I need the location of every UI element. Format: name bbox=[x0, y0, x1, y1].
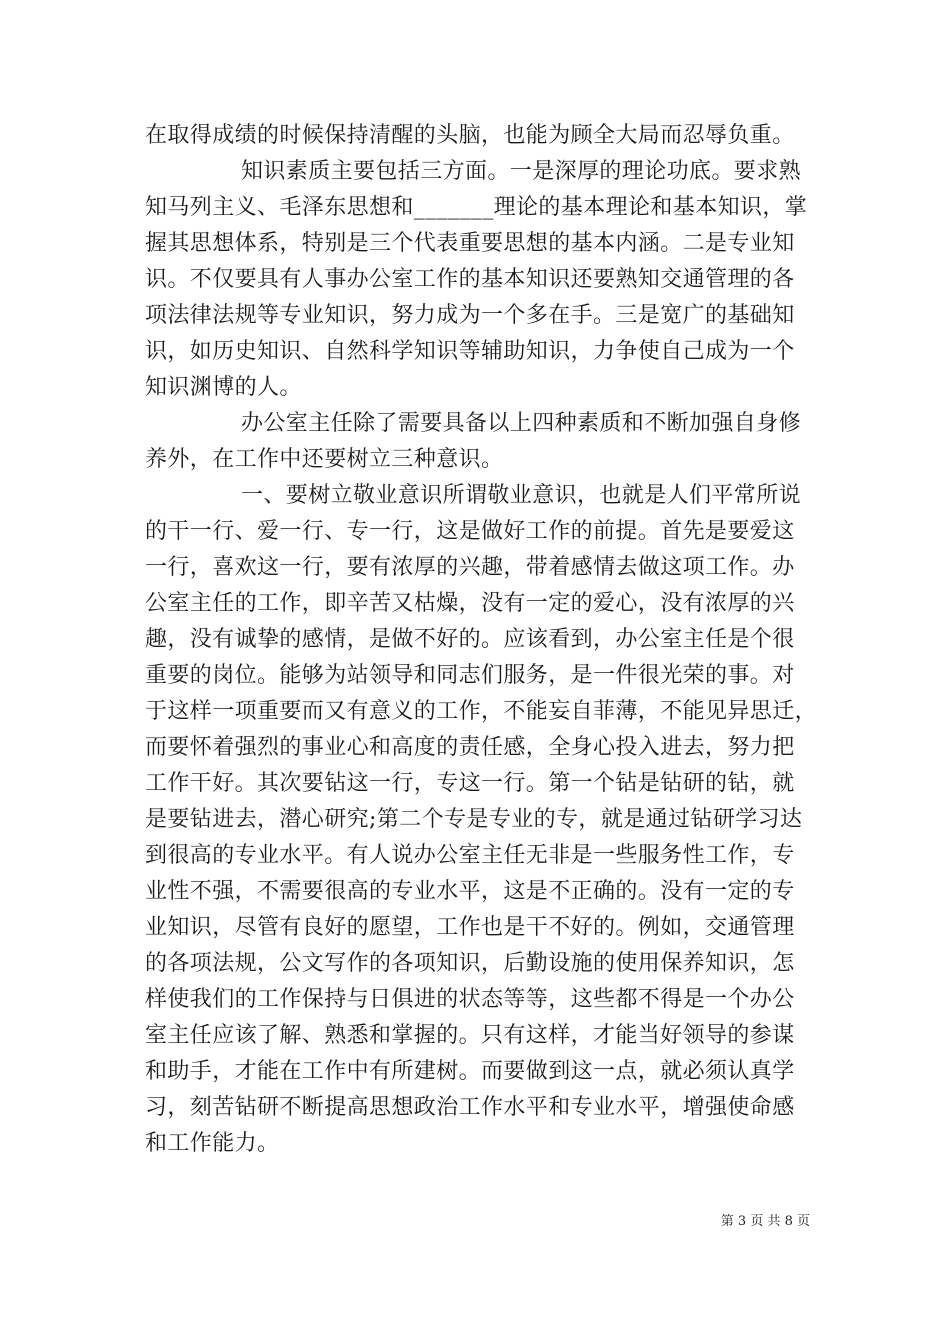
page-number-footer: 第 3 页 共 8 页 bbox=[720, 1214, 810, 1229]
text-line: 和助手，才能在工作中有所建树。而要做到这一点，就必须认真学 bbox=[145, 1059, 795, 1084]
text-line: 公室主任的工作，即辛苦又枯燥，没有一定的爱心，没有浓厚的兴 bbox=[145, 591, 795, 616]
paragraph-start-line: 办公室主任除了需要具备以上四种素质和不断加强自身修 bbox=[241, 411, 802, 436]
text-line: 样使我们的工作保持与日俱进的状态等等，这些都不得是一个办公 bbox=[145, 987, 795, 1012]
text-line: 于这样一项重要而又有意义的工作，不能妄自菲薄，不能见异思迁， bbox=[145, 699, 818, 724]
document-body bbox=[145, 118, 825, 1162]
text-line: 项法律法规等专业知识，努力成为一个多在手。三是宽广的基础知 bbox=[145, 303, 795, 328]
text-line: 业性不强，不需要很高的专业水平，这是不正确的。没有一定的专 bbox=[145, 879, 795, 904]
text-line: 识。不仅要具有人事办公室工作的基本知识还要熟知交通管理的各 bbox=[145, 267, 795, 292]
text-line: 的各项法规，公文写作的各项知识，后勤设施的使用保养知识，怎 bbox=[145, 951, 795, 976]
text-line: 在取得成绩的时候保持清醒的头脑，也能为顾全大局而忍辱负重。 bbox=[145, 123, 795, 148]
text-line: 重要的岗位。能够为站领导和同志们服务，是一件很光荣的事。对 bbox=[145, 663, 795, 688]
paragraph-start-line: 知识素质主要包括三方面。一是深厚的理论功底。要求熟 bbox=[241, 159, 802, 184]
paragraph-start-line: 一、要树立敬业意识所谓敬业意识，也就是人们平常所说 bbox=[241, 483, 802, 508]
text-line: 知识渊博的人。 bbox=[145, 375, 302, 400]
text-line: 习，刻苦钻研不断提高思想政治工作水平和专业水平，增强使命感 bbox=[145, 1095, 795, 1120]
text-line: 识，如历史知识、自然科学知识等辅助知识，力争使自己成为一个 bbox=[145, 339, 795, 364]
text-line: 而要怀着强烈的事业心和高度的责任感，全身心投入进去，努力把 bbox=[145, 735, 795, 760]
text-line: 到很高的专业水平。有人说办公室主任无非是一些服务性工作，专 bbox=[145, 843, 795, 868]
text-line: 工作干好。其次要钻这一行，专这一行。第一个钻是钻研的钻，就 bbox=[145, 771, 795, 796]
text-line: 一行，喜欢这一行，要有浓厚的兴趣，带着感情去做这项工作。办 bbox=[145, 555, 795, 580]
text-line: 握其思想体系，特别是三个代表重要思想的基本内涵。二是专业知 bbox=[145, 231, 795, 256]
text-line: 知马列主义、毛泽东思想和_______理论的基本理论和基本知识，掌 bbox=[145, 195, 808, 220]
text-line: 的干一行、爱一行、专一行，这是做好工作的前提。首先是要爱这 bbox=[145, 519, 795, 544]
text-line: 室主任应该了解、熟悉和掌握的。只有这样，才能当好领导的参谋 bbox=[145, 1023, 795, 1048]
text-line: 趣，没有诚挚的感情，是做不好的。应该看到，办公室主任是个很 bbox=[145, 627, 795, 652]
text-line: 和工作能力。 bbox=[145, 1131, 280, 1156]
text-line: 养外，在工作中还要树立三种意识。 bbox=[145, 447, 504, 472]
text-line: 是要钻进去，潜心研究;第二个专是专业的专，就是通过钻研学习达 bbox=[145, 807, 803, 832]
text-line: 业知识，尽管有良好的愿望，工作也是干不好的。例如，交通管理 bbox=[145, 915, 795, 940]
